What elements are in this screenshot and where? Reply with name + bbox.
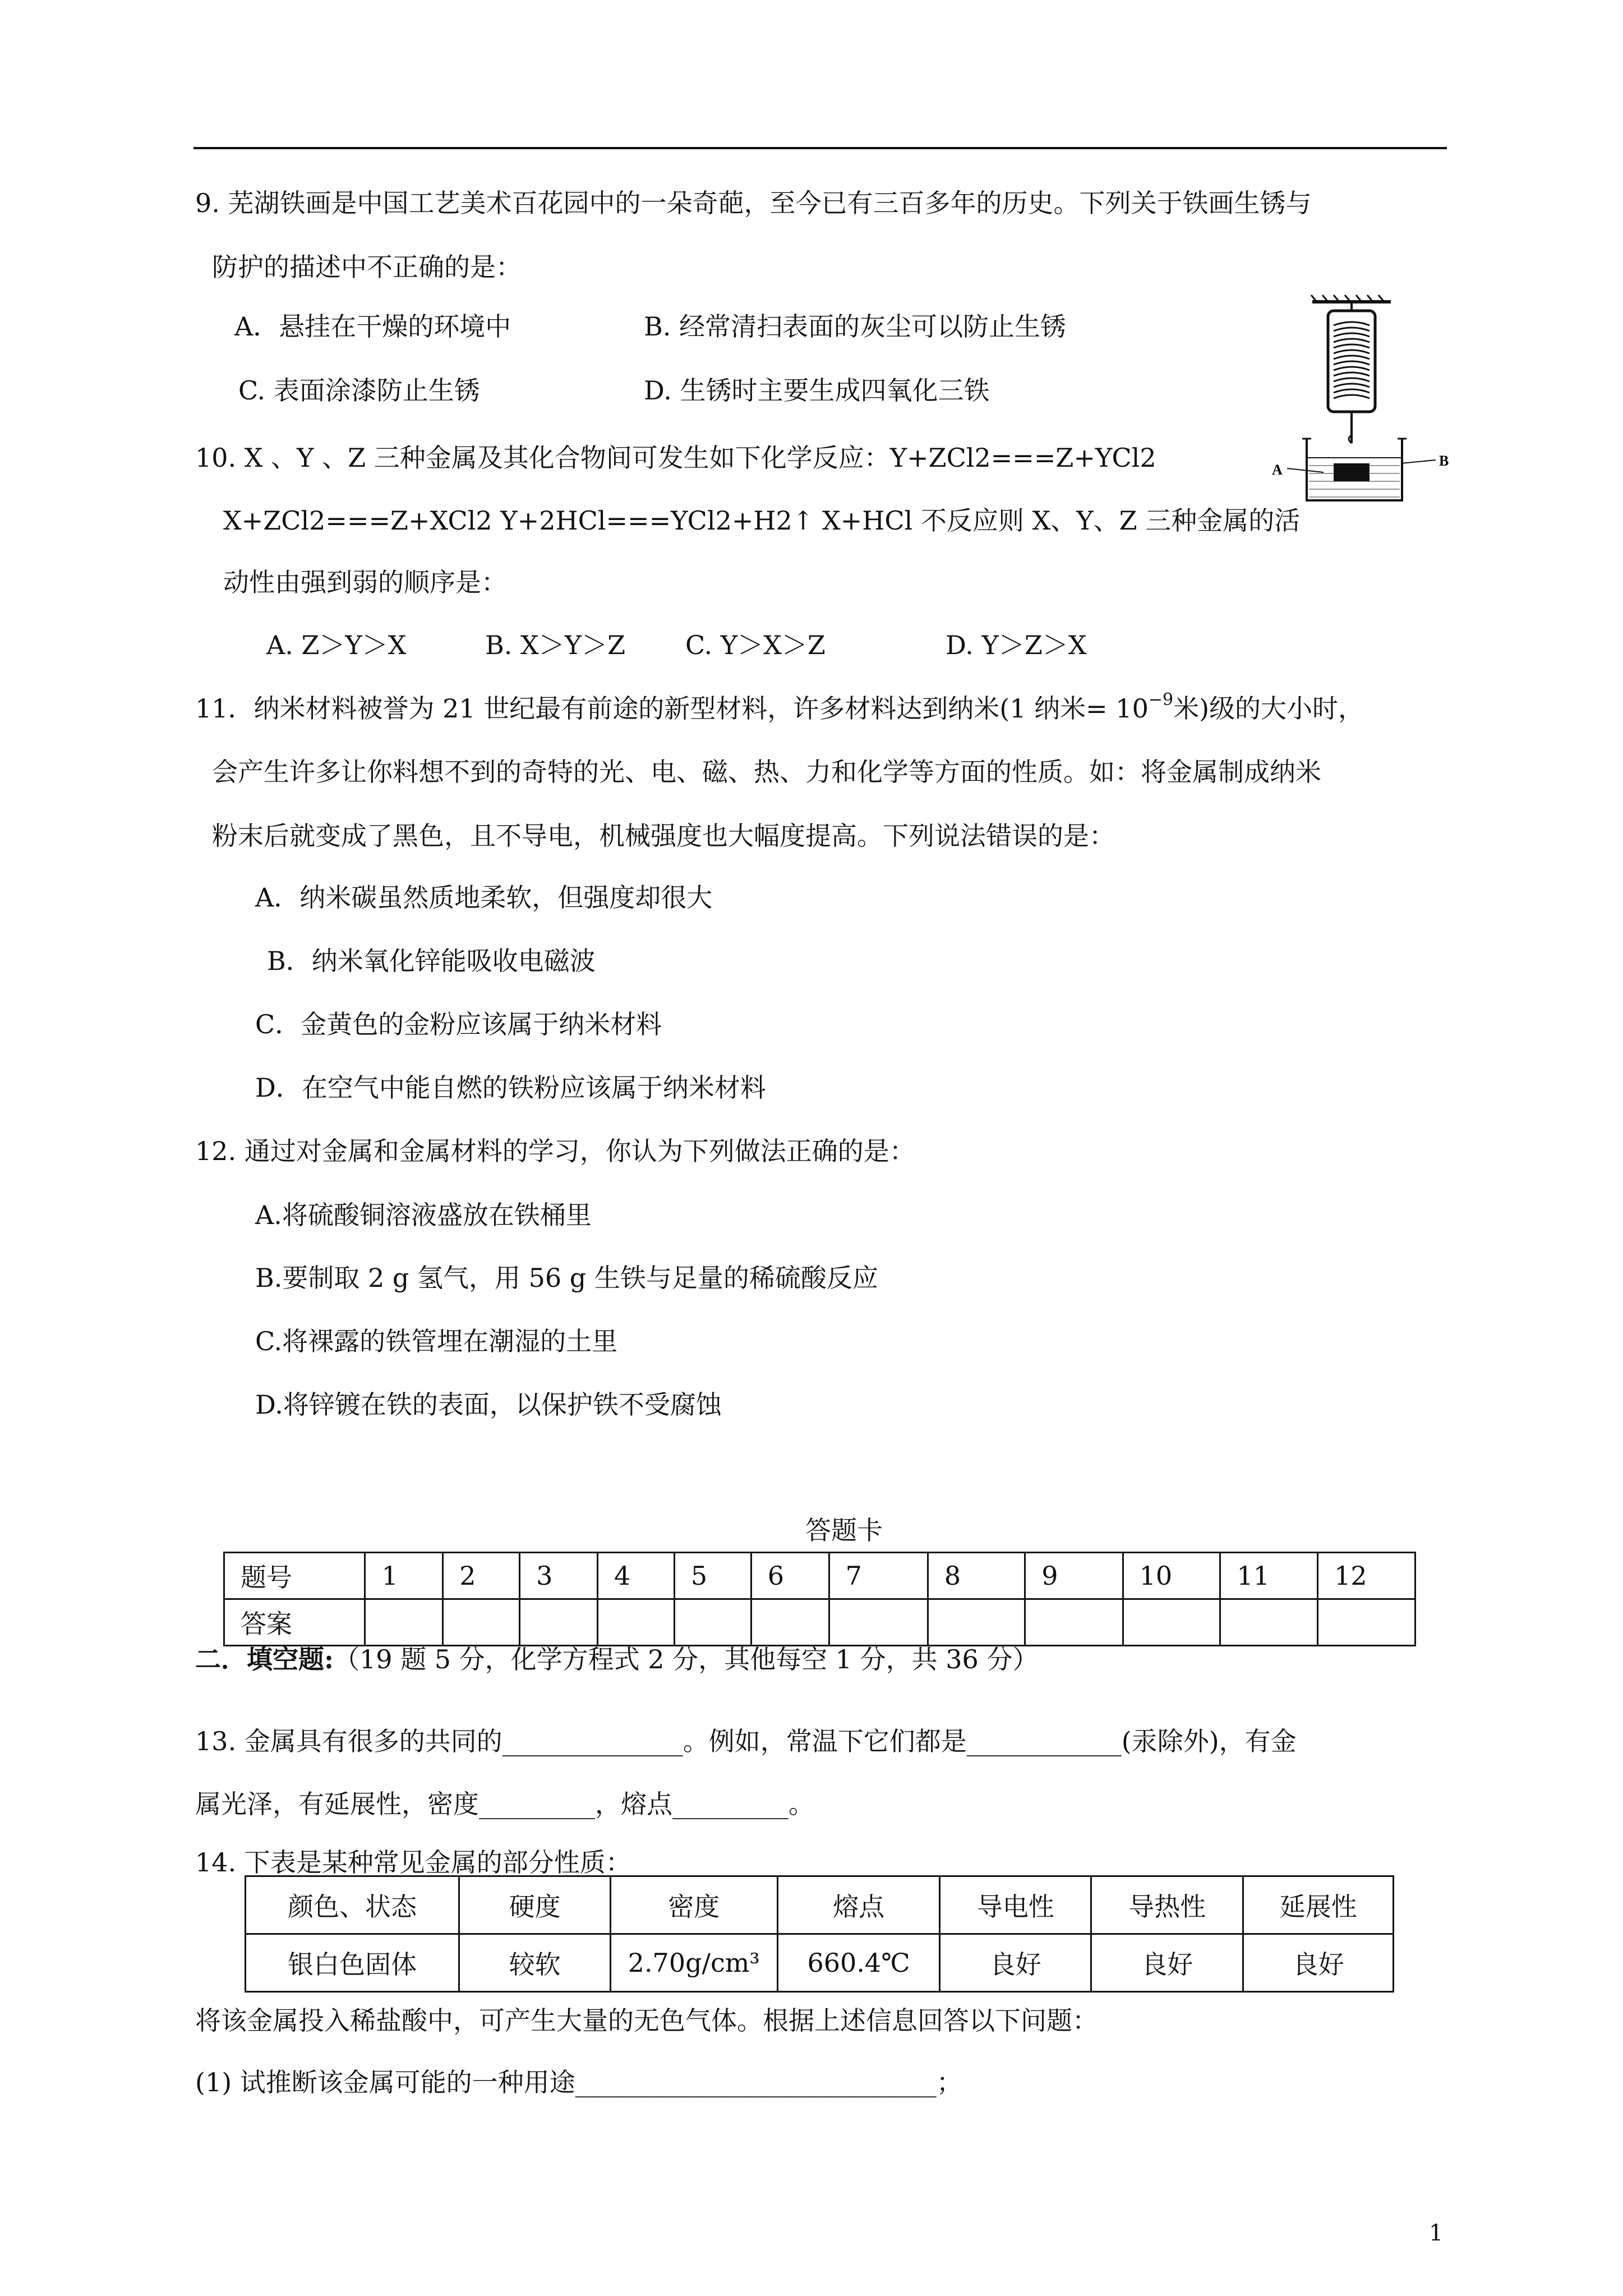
q10-option-c: C. Y＞X＞Z: [685, 630, 826, 660]
answer-card-number: 7: [829, 1553, 928, 1599]
answer-cell[interactable]: [751, 1599, 829, 1646]
answer-card-row-label: 题号: [224, 1553, 365, 1599]
answer-cell[interactable]: [1123, 1599, 1220, 1646]
metal-properties-table: [245, 1875, 1394, 1993]
q11-option-c: C．金黄色的金粉应该属于纳米材料: [255, 1009, 662, 1039]
property-header: 延展性: [1243, 1876, 1394, 1934]
q13-line1: 13. 金属具有很多的共同的______________。例如，常温下它们都是____________(汞除外)，有金: [195, 1726, 1297, 1756]
q11-line1-start: 11．纳米材料被誉为 21 世纪最有前途的新型材料，许多材料达到纳米(1 纳米= 10: [195, 693, 1149, 724]
q11-line3: 粉末后就变成了黑色，且不导电，机械强度也大幅度提高。下列说法错误的是：: [212, 821, 1115, 851]
q14-after-text: 将该金属投入稀盐酸中，可产生大量的无色气体。根据上述信息回答以下问题：: [195, 2005, 1098, 2036]
answer-cell[interactable]: [829, 1599, 928, 1646]
property-header: 熔点: [777, 1876, 940, 1934]
property-header: 导热性: [1091, 1876, 1243, 1934]
answer-card-table: [223, 1552, 1416, 1646]
section2-heading-line: [195, 1642, 1038, 1676]
section2-heading: 二．填空题:: [195, 1644, 334, 1674]
property-header: 硬度: [459, 1876, 611, 1934]
q9-line2: 防护的描述中不正确的是：: [212, 252, 522, 282]
q12-option-b: B.要制取 2 g 氢气，用 56 g 生铁与足量的稀硫酸反应: [255, 1263, 878, 1293]
metal-properties-header-row: [246, 1876, 1394, 1934]
property-value: 良好: [940, 1934, 1091, 1992]
answer-card-number: 11: [1220, 1553, 1318, 1599]
property-value: 660.4℃: [777, 1934, 940, 1992]
answer-card-number-row: [224, 1553, 1415, 1599]
answer-card-number: 4: [598, 1553, 675, 1599]
figure-label-b: B: [1439, 453, 1449, 469]
q11-exponent: −9: [1148, 690, 1174, 710]
answer-card-number: 1: [365, 1553, 443, 1599]
top-rule: [193, 147, 1447, 149]
q10-option-a: A. Z＞Y＞X: [266, 630, 407, 660]
q10-line2: X+ZCl2===Z+XCl2 Y+2HCl===YCl2+H2↑ X+HCl 不反应则 X、Y、Z 三种金属的活: [223, 505, 1301, 536]
answer-card-number: 2: [443, 1553, 520, 1599]
q9-line1: 9. 芜湖铁画是中国工艺美术百花园中的一朵奇葩，至今已有三百多年的历史。下列关于铁画生锈与: [195, 188, 1312, 218]
answer-cell[interactable]: [365, 1599, 443, 1646]
answer-cell[interactable]: [520, 1599, 598, 1646]
q12-option-c: C.将裸露的铁管埋在潮湿的土里: [255, 1326, 618, 1356]
q10-option-d: D. Y＞Z＞X: [946, 630, 1087, 660]
answer-cell[interactable]: [1318, 1599, 1415, 1646]
q10-option-b: B. X＞Y＞Z: [485, 630, 626, 660]
answer-cell[interactable]: [598, 1599, 675, 1646]
answer-cell[interactable]: [674, 1599, 751, 1646]
q11-line1-end: 米)级的大小时，: [1173, 693, 1364, 724]
answer-card-row-label: 答案: [224, 1599, 365, 1646]
property-header: 密度: [610, 1876, 777, 1934]
metal-properties-value-row: [246, 1934, 1394, 1992]
q9-option-d: D. 生锈时主要生成四氧化三铁: [644, 375, 990, 406]
answer-card-number: 8: [928, 1553, 1025, 1599]
spring-scale-figure: [1267, 292, 1481, 516]
property-value: 良好: [1243, 1934, 1394, 1992]
answer-card-number: 12: [1318, 1553, 1415, 1599]
answer-card-number: 10: [1123, 1553, 1220, 1599]
q12-line1: 12. 通过对金属和金属材料的学习，你认为下列做法正确的是：: [195, 1136, 915, 1166]
answer-cell[interactable]: [443, 1599, 520, 1646]
answer-cell[interactable]: [1220, 1599, 1318, 1646]
answer-card-number: 3: [520, 1553, 598, 1599]
q14-subquestion-1: (1) 试推断该金属可能的一种用途____________________________；: [195, 2067, 962, 2097]
q9-option-a: A．悬挂在干燥的环境中: [234, 311, 511, 342]
q11-option-d: D．在空气中能自燃的铁粉应该属于纳米材料: [255, 1073, 766, 1103]
answer-card-number: 6: [751, 1553, 829, 1599]
section2-note: （19 题 5 分，化学方程式 2 分，其他每空 1 分，共 36 分）: [333, 1644, 1039, 1674]
answer-card-number: 9: [1025, 1553, 1123, 1599]
page-number: 1: [1429, 2220, 1444, 2246]
property-header: 颜色、状态: [246, 1876, 459, 1934]
property-header: 导电性: [940, 1876, 1091, 1934]
q11-line2: 会产生许多让你料想不到的奇特的光、电、磁、热、力和化学等方面的性质。如：将金属制成纳米: [212, 757, 1321, 787]
q11-option-b: B．纳米氧化锌能吸收电磁波: [267, 946, 596, 976]
property-value: 2.70g/cm³: [610, 1934, 777, 1992]
figure-label-a: A: [1272, 462, 1283, 478]
answer-card-answer-row: [224, 1599, 1415, 1646]
q12-option-a: A.将硫酸铜溶液盛放在铁桶里: [255, 1200, 592, 1230]
q9-option-b: B. 经常清扫表面的灰尘可以防止生锈: [644, 311, 1067, 342]
answer-cell[interactable]: [928, 1599, 1025, 1646]
property-value: 良好: [1091, 1934, 1243, 1992]
answer-card-number: 5: [674, 1553, 751, 1599]
q9-option-c: C. 表面涂漆防止生锈: [238, 375, 480, 406]
answer-cell[interactable]: [1025, 1599, 1123, 1646]
q11-option-a: A．纳米碳虽然质地柔软，但强度却很大: [255, 882, 713, 913]
q10-line1: 10. X 、Y 、Z 三种金属及其化合物间可发生如下化学反应：Y+ZCl2===Z+YCl2: [195, 443, 1156, 473]
q11-line1: [195, 692, 1364, 725]
q10-line3: 动性由强到弱的顺序是：: [223, 567, 507, 597]
property-value: 银白色固体: [246, 1934, 459, 1992]
q13-line2: 属光泽，有延展性，密度_________，熔点_________。: [195, 1789, 814, 1819]
property-value: 较软: [459, 1934, 611, 1992]
answer-card-title: 答题卡: [805, 1515, 883, 1545]
q14-line1: 14. 下表是某种常见金属的部分性质：: [195, 1847, 631, 1878]
q12-option-d: D.将锌镀在铁的表面，以保护铁不受腐蚀: [255, 1389, 722, 1420]
